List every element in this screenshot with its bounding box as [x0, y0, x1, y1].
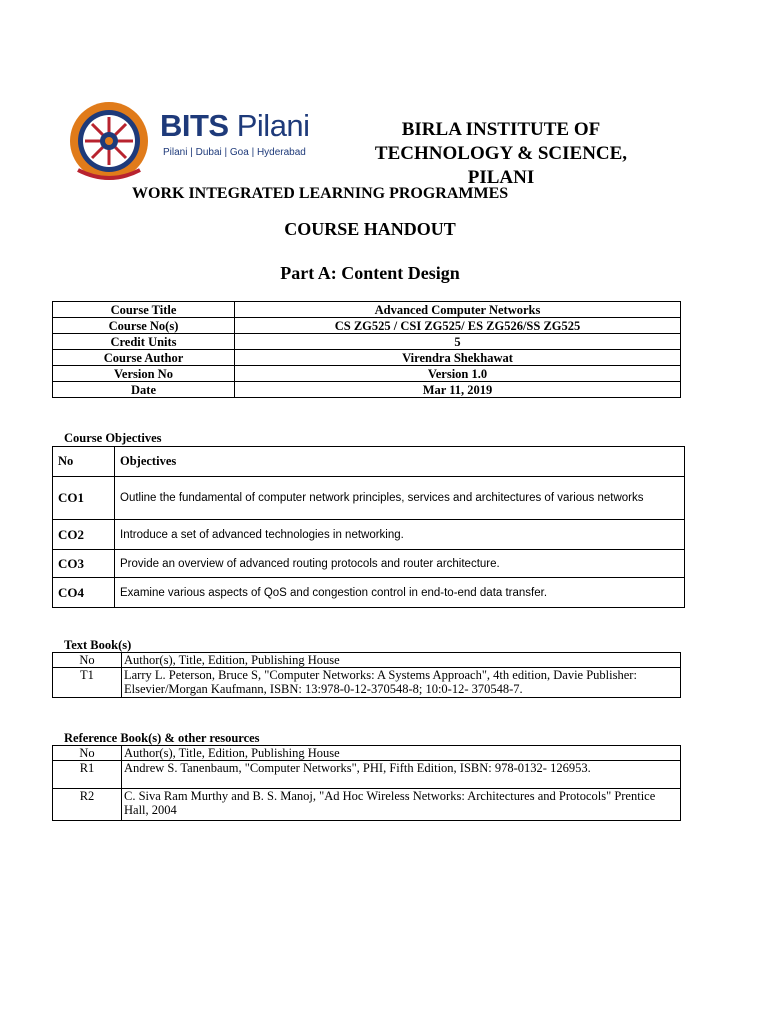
brand-bits: BITS	[160, 108, 229, 143]
campus-list: Pilani | Dubai | Goa | Hyderabad	[163, 147, 306, 158]
book-code: R2	[53, 789, 122, 821]
course-info-value: Virendra Shekhawat	[235, 350, 681, 366]
course-info-key: Course Author	[53, 350, 235, 366]
book-details: Larry L. Peterson, Bruce S, "Computer Networks: A Systems Approach", 4th edition, Davie Publisher: Elsevier/Morgan Kaufmann, ISBN: 13:978-0-12-370548-8; 10:0-12- 370548-7.	[122, 668, 681, 698]
course-info-value: Mar 11, 2019	[235, 382, 681, 398]
part-title: Part A: Content Design	[280, 263, 460, 283]
header-no: No	[53, 653, 122, 668]
objective-code: CO3	[53, 550, 115, 578]
reference-books-table	[52, 745, 681, 821]
book-code: T1	[53, 668, 122, 698]
course-info-row	[53, 334, 681, 350]
objective-text: Introduce a set of advanced technologies in networking.	[115, 520, 685, 550]
objective-row	[53, 550, 685, 578]
course-info-key: Course Title	[53, 302, 235, 318]
header-details: Author(s), Title, Edition, Publishing House	[122, 746, 681, 761]
book-code: R1	[53, 761, 122, 789]
objective-code: CO2	[53, 520, 115, 550]
book-details: C. Siva Ram Murthy and B. S. Manoj, "Ad Hoc Wireless Networks: Architectures and Protocols" Prentice Hall, 2004	[122, 789, 681, 821]
course-info-key: Date	[53, 382, 235, 398]
objective-text: Provide an overview of advanced routing protocols and router architecture.	[115, 550, 685, 578]
course-info-value: Version 1.0	[235, 366, 681, 382]
course-info-row	[53, 382, 681, 398]
objective-text: Outline the fundamental of computer network principles, services and architectures of various networks	[115, 477, 685, 520]
bits-emblem-icon	[64, 100, 154, 182]
header-no: No	[53, 447, 115, 477]
header-details: Author(s), Title, Edition, Publishing House	[122, 653, 681, 668]
book-row	[53, 789, 681, 821]
objective-code: CO4	[53, 578, 115, 608]
document-title: COURSE HANDOUT	[284, 219, 456, 239]
course-info-row	[53, 302, 681, 318]
course-info-row	[53, 366, 681, 382]
text-books-table	[52, 652, 681, 698]
course-info-value: Advanced Computer Networks	[235, 302, 681, 318]
bits-pilani-logo	[64, 100, 334, 182]
institute-name: BIRLA INSTITUTE OF TECHNOLOGY & SCIENCE, PILANI	[374, 119, 628, 188]
course-info-key: Version No	[53, 366, 235, 382]
objective-text: Examine various aspects of QoS and congestion control in end-to-end data transfer.	[115, 578, 685, 608]
course-info-value: 5	[235, 334, 681, 350]
objectives-table	[52, 446, 685, 608]
objective-code: CO1	[53, 477, 115, 520]
objectives-section-title: Course Objectives	[64, 431, 162, 445]
course-info-key: Course No(s)	[53, 318, 235, 334]
header-objectives: Objectives	[115, 447, 685, 477]
text-books-section-title: Text Book(s)	[64, 638, 132, 652]
course-info-row	[53, 318, 681, 334]
brand-pilani: Pilani	[228, 108, 310, 143]
objective-row	[53, 477, 685, 520]
book-row	[53, 668, 681, 698]
book-row	[53, 761, 681, 789]
book-details: Andrew S. Tanenbaum, "Computer Networks", PHI, Fifth Edition, ISBN: 978-0132- 126953.	[122, 761, 681, 789]
course-info-row	[53, 350, 681, 366]
course-info-key: Credit Units	[53, 334, 235, 350]
reference-books-section-title: Reference Book(s) & other resources	[64, 731, 260, 745]
table-header-row	[53, 447, 685, 477]
programme-name: WORK INTEGRATED LEARNING PROGRAMMES	[132, 185, 509, 202]
table-header-row	[53, 746, 681, 761]
course-info-table	[52, 301, 681, 398]
header-no: No	[53, 746, 122, 761]
objective-row	[53, 520, 685, 550]
course-info-value: CS ZG525 / CSI ZG525/ ES ZG526/SS ZG525	[235, 318, 681, 334]
table-header-row	[53, 653, 681, 668]
objective-row	[53, 578, 685, 608]
